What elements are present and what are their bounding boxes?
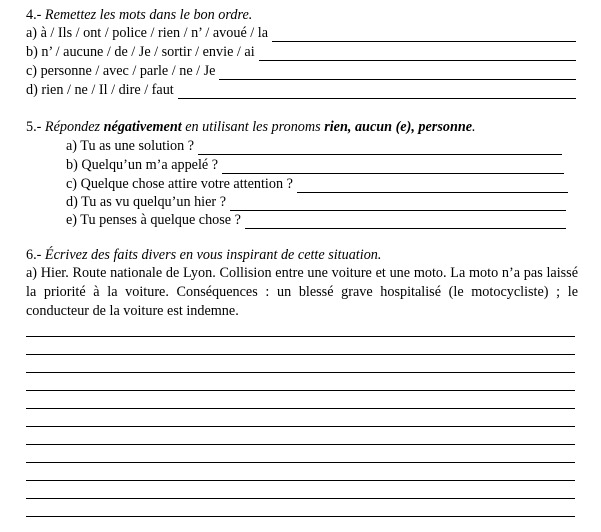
item-text: c) Quelque chose attire votre attention ? (66, 176, 293, 192)
exercise-6-situation: a) Hier. Route nationale de Lyon. Collision entre une voiture et une moto. La moto n’a pas laissé la priorité à la voiture. Conséquences : un blessé grave hospitalisé (le motocycliste) ; le conducteur de la voiture est indemne. (26, 265, 578, 319)
exercise-6-instruction: Écrivez des faits divers en vous inspirant de cette situation. (44, 247, 382, 263)
exercise-5-instr-pronouns: rien, aucun (e), personne (324, 119, 473, 135)
writing-line[interactable] (26, 444, 575, 445)
writing-line[interactable] (26, 372, 575, 373)
item-text: a) Tu as une solution ? (66, 138, 195, 154)
exercise-5-instr-1: Répondez (44, 119, 101, 135)
item-text: a) à / Ils / ont / police / rien / n’ / avoué / la (26, 25, 269, 41)
writing-line[interactable] (26, 480, 575, 481)
writing-line[interactable] (26, 498, 575, 499)
exercise-4-item-b (26, 43, 576, 61)
item-text: b) Quelqu’un m’a appelé ? (66, 157, 219, 173)
answer-line[interactable] (222, 159, 564, 174)
exercise-4-number: 4.- (26, 7, 42, 23)
item-text: d) rien / ne / Il / dire / faut (26, 82, 174, 98)
exercise-5-heading (26, 118, 476, 136)
exercise-5-item-a (66, 137, 562, 155)
exercise-6-number: 6.- (26, 247, 42, 263)
answer-line[interactable] (272, 27, 576, 42)
exercise-4-item-a (26, 24, 576, 42)
answer-line[interactable] (198, 140, 562, 155)
exercise-6-heading (26, 246, 381, 264)
exercise-4-item-d (26, 81, 576, 99)
exercise-5-instr-bold: négativement (103, 119, 182, 135)
exercise-5-item-c (66, 175, 568, 193)
answer-line[interactable] (230, 196, 566, 211)
writing-line[interactable] (26, 336, 575, 337)
writing-line[interactable] (26, 408, 575, 409)
item-text: c) personne / avec / parle / ne / Je (26, 63, 216, 79)
exercise-5-item-d (66, 193, 566, 211)
exercise-4-instruction: Remettez les mots dans le bon ordre. (44, 7, 253, 23)
writing-line[interactable] (26, 462, 575, 463)
exercise-4-heading (26, 6, 252, 24)
exercise-5-item-e (66, 211, 566, 229)
writing-line[interactable] (26, 354, 575, 355)
answer-line[interactable] (219, 65, 576, 80)
exercise-4-item-c (26, 62, 576, 80)
writing-line[interactable] (26, 516, 575, 517)
item-text: d) Tu as vu quelqu’un hier ? (66, 194, 226, 210)
answer-line[interactable] (245, 214, 566, 229)
exercise-5-number: 5.- (26, 119, 42, 135)
answer-line[interactable] (297, 178, 568, 193)
exercise-5-instr-end: . (472, 119, 476, 135)
answer-line[interactable] (259, 46, 576, 61)
item-text: e) Tu penses à quelque chose ? (66, 212, 241, 228)
answer-line[interactable] (178, 84, 576, 99)
exercise-5-instr-2: en utilisant les pronoms (185, 119, 321, 135)
exercise-5-item-b (66, 156, 564, 174)
item-text: b) n’ / aucune / de / Je / sortir / envie / ai (26, 44, 255, 60)
writing-line[interactable] (26, 390, 575, 391)
writing-line[interactable] (26, 426, 575, 427)
